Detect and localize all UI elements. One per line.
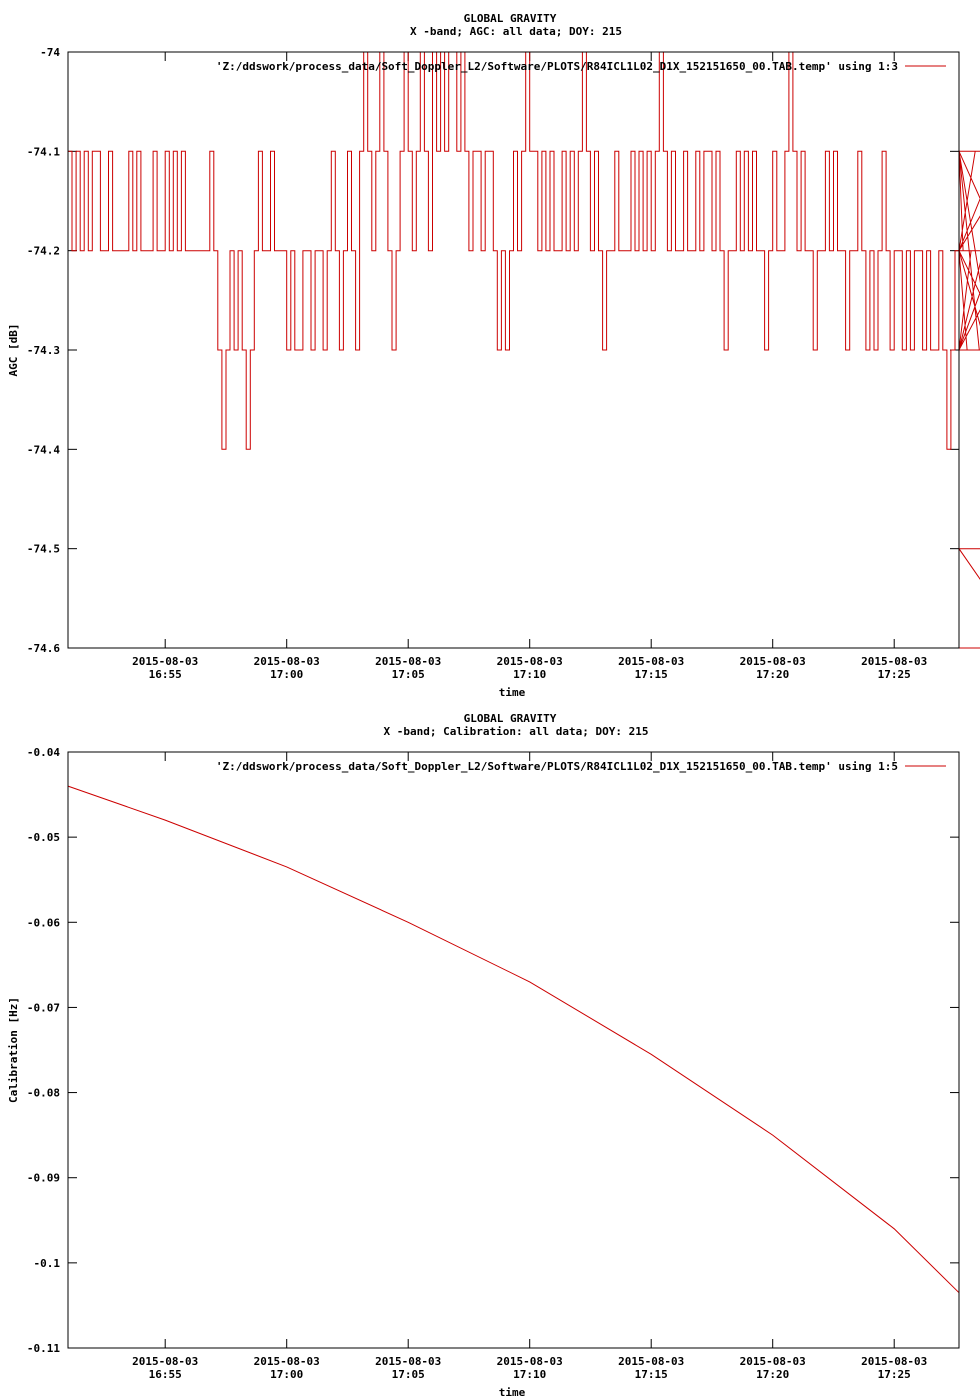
calibration-xtick-date: 2015-08-03 [618,1355,685,1368]
calibration-chart-subtitle: X -band; Calibration: all data; DOY: 215 [383,725,649,738]
calibration-xtick-time: 16:55 [148,1368,182,1381]
calibration-ytick-label: -0.1 [33,1256,60,1270]
agc-ytick-label: -74.1 [26,145,60,159]
agc-tick-layer [27,46,959,681]
agc-chart [7,12,980,699]
calibration-chart-xlabel: time [498,1386,526,1399]
calibration-legend-label: 'Z:/ddswork/process_data/Soft_Doppler_L2/Software/PLOTS/R84ICL1L02_D1X_152151650_00.TAB.temp' using 1:5 [215,760,898,773]
agc-xtick-time: 17:20 [756,668,790,681]
calibration-ytick-label: -0.08 [26,1086,60,1100]
calibration-xtick-time: 17:25 [877,1368,911,1381]
calibration-chart-ylabel: Calibration [Hz] [7,997,20,1103]
calibration-ytick-label: -0.06 [26,916,60,930]
agc-xtick-time: 17:15 [634,668,668,681]
calibration-xtick-time: 17:05 [391,1368,425,1381]
agc-ytick-label: -74.6 [26,642,60,655]
calibration-series-line [68,786,959,1293]
calibration-ytick-label: -0.04 [26,746,60,759]
agc-xtick-time: 17:05 [391,668,425,681]
agc-ytick-label: -74.5 [26,542,60,556]
agc-xtick-date: 2015-08-03 [861,655,928,668]
agc-chart-ylabel: AGC [dB] [7,323,20,377]
agc-xtick-date: 2015-08-03 [739,655,806,668]
calibration-ytick-label: -0.07 [26,1001,60,1015]
agc-xtick-time: 17:00 [270,668,304,681]
agc-chart-xlabel: time [498,686,526,699]
agc-xtick-time: 17:25 [877,668,911,681]
agc-plot-frame [68,52,959,648]
calibration-chart [7,712,959,1399]
agc-ytick-label: -74.3 [26,344,60,357]
calibration-ytick-label: -0.09 [26,1171,60,1185]
agc-xtick-time: 17:10 [513,668,547,681]
agc-ytick-label: -74 [40,46,60,59]
calibration-ytick-label: -0.11 [26,1342,60,1355]
calibration-xtick-date: 2015-08-03 [861,1355,928,1368]
agc-ytick-label: -74.4 [26,443,60,457]
agc-xtick-date: 2015-08-03 [618,655,685,668]
calibration-xtick-time: 17:20 [756,1368,790,1381]
calibration-tick-layer [27,746,959,1381]
agc-legend-label: 'Z:/ddswork/process_data/Soft_Doppler_L2/Software/PLOTS/R84ICL1L02_D1X_152151650_00.TAB.temp' using 1:3 [215,60,898,73]
calibration-xtick-date: 2015-08-03 [375,1355,442,1368]
agc-xtick-time: 16:55 [148,668,182,681]
agc-chart-title: GLOBAL GRAVITY [463,12,557,25]
agc-xtick-date: 2015-08-03 [132,655,199,668]
calibration-xtick-date: 2015-08-03 [739,1355,806,1368]
agc-xtick-date: 2015-08-03 [375,655,442,668]
calibration-chart-title: GLOBAL GRAVITY [463,712,557,725]
calibration-xtick-time: 17:15 [634,1368,668,1381]
agc-xtick-date: 2015-08-03 [253,655,320,668]
agc-series-line [68,52,980,648]
agc-ytick-label: -74.2 [26,244,60,258]
calibration-xtick-time: 17:10 [513,1368,547,1381]
agc-chart-subtitle: X -band; AGC: all data; DOY: 215 [410,25,622,38]
agc-xtick-date: 2015-08-03 [496,655,563,668]
calibration-xtick-date: 2015-08-03 [132,1355,199,1368]
calibration-xtick-date: 2015-08-03 [496,1355,563,1368]
calibration-xtick-time: 17:00 [270,1368,304,1381]
calibration-xtick-date: 2015-08-03 [253,1355,320,1368]
calibration-plot-frame [68,752,959,1348]
calibration-ytick-label: -0.05 [26,831,60,845]
